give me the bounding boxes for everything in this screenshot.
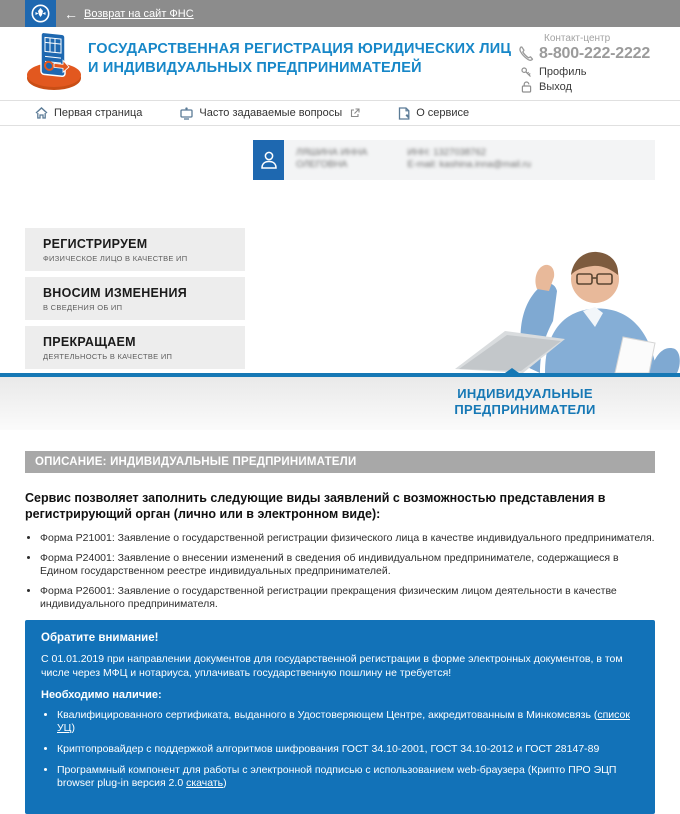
category-band — [0, 377, 680, 430]
action-terminate-button[interactable] — [25, 326, 245, 369]
uc-list-link[interactable]: список УЦ — [57, 709, 630, 734]
nav-label: Часто задаваемые вопросы — [199, 107, 343, 119]
action-menu — [25, 228, 245, 369]
form-item-r24001: • Форма Р24001: Заявление о внесении изменений в сведения об индивидуальном предпринимателе, содержащиеся в Едином государственном реестре индивидуальных предпринимателей. — [40, 552, 655, 578]
notice-title: Обратите внимание! — [41, 632, 159, 644]
user-details — [407, 147, 531, 180]
contact-block — [518, 33, 658, 93]
action-subtitle: ДЕЯТЕЛЬНОСТЬ В КАЧЕСТВЕ ИП — [43, 352, 173, 361]
notice-paragraph: С 01.01.2019 при направлении документов для государственной регистрации в форме электронных документов, в том числе через МФЦ и нотариуса, уплачивать государственную пошлину не требуется! — [41, 653, 623, 679]
person-icon — [260, 150, 278, 170]
key-icon — [521, 67, 532, 78]
requirement-item: • Криптопровайдер с поддержкой алгоритмов шифрования ГОСТ 34.10-2001, ГОСТ 34.10-2012 и ГОСТ 28147-89 — [57, 743, 639, 756]
section-intro: Сервис позволяет заполнить следующие виды заявлений с возможностью представления в регистрирующий орган (лично или в электронном виде): — [25, 491, 606, 521]
user-name: ЛЯШИНА ИННА ОЛЕГОВНА — [296, 147, 368, 170]
lock-icon — [521, 81, 532, 93]
profile-label: Профиль — [539, 66, 587, 78]
fns-emblem-icon — [31, 4, 50, 23]
nav-item-first-page[interactable] — [35, 107, 142, 119]
action-register-button[interactable] — [25, 228, 245, 271]
action-title: ПРЕКРАЩАЕМ — [43, 334, 136, 349]
entrepreneur-photo — [445, 241, 680, 373]
fns-logo-tile[interactable] — [25, 0, 56, 27]
service-title-line1: ГОСУДАРСТВЕННАЯ РЕГИСТРАЦИЯ ЮРИДИЧЕСКИХ ЛИЦ — [88, 41, 512, 57]
content-banner-zone — [0, 126, 680, 373]
service-title — [88, 40, 511, 78]
about-service-icon — [398, 107, 410, 120]
forms-list — [40, 532, 655, 611]
home-icon — [35, 107, 48, 119]
section-header: ОПИСАНИЕ: ИНДИВИДУАЛЬНЫЕ ПРЕДПРИНИМАТЕЛИ — [25, 451, 655, 473]
divider-notch — [505, 368, 519, 373]
notice-box — [25, 620, 655, 814]
user-avatar-tile — [253, 140, 284, 180]
topbar — [0, 0, 680, 27]
user-inn: ИНН: 1327038762 — [407, 147, 487, 158]
action-title: ВНОСИМ ИЗМЕНЕНИЯ — [43, 285, 187, 300]
caption-line1: ИНДИВИДУАЛЬНЫЕ — [457, 386, 593, 401]
action-title: РЕГИСТРИРУЕМ — [43, 236, 148, 251]
profile-link[interactable] — [521, 66, 658, 78]
notice-subtitle: Необходимо наличие: — [41, 689, 162, 701]
requirement-item: • Квалифицированного сертификата, выданного в Удостоверяющем Центре, аккредитованным в Минкомсвязь (список УЦ) — [57, 709, 639, 735]
category-caption — [425, 386, 625, 418]
faq-icon — [180, 107, 193, 120]
external-link-icon — [350, 108, 360, 118]
logout-link[interactable] — [521, 81, 658, 93]
nav-label: Первая страница — [54, 107, 143, 119]
user-panel — [253, 140, 655, 180]
requirements-list — [57, 709, 639, 790]
logout-label: Выход — [539, 81, 572, 93]
back-to-fns-link[interactable]: Возврат на сайт ФНС — [84, 7, 194, 20]
main-nav — [0, 100, 680, 126]
action-subtitle: ФИЗИЧЕСКОЕ ЛИЦО В КАЧЕСТВЕ ИП — [43, 254, 188, 263]
requirement-item: • Программный компонент для работы с электронной подписью с использованием web-браузера (Крипто ПРО ЭЦП browser plug-in версия 2.0 скачать) — [57, 764, 639, 790]
action-amend-button[interactable] — [25, 277, 245, 320]
contact-center-label: Контакт-центр — [544, 33, 611, 44]
contact-phone[interactable]: 8-800-222-2222 — [539, 45, 651, 62]
caption-line2: ПРЕДПРИНИМАТЕЛИ — [454, 402, 596, 417]
nav-item-about[interactable] — [398, 107, 469, 120]
nav-label: О сервисе — [416, 107, 470, 119]
back-arrow-icon: ← — [64, 5, 78, 22]
form-item-r21001: • Форма Р21001: Заявление о государственной регистрации физического лица в качестве индивидуального предпринимателя. — [40, 532, 655, 545]
service-title-line2: И ИНДИВИДУАЛЬНЫХ ПРЕДПРИНИМАТЕЛЕЙ — [88, 60, 422, 76]
form-item-r26001: • Форма Р26001: Заявление о государственной регистрации прекращения физическим лицом деятельности в качестве индивидуального предпринимателя. — [40, 585, 655, 611]
nav-item-faq[interactable] — [180, 107, 360, 120]
phone-icon — [518, 46, 534, 62]
user-email: E-mail: kashina.inna@mail.ru — [407, 159, 532, 170]
download-link[interactable]: скачать — [186, 777, 224, 789]
action-subtitle: В СВЕДЕНИЯ ОБ ИП — [43, 303, 123, 312]
service-logo — [25, 30, 85, 92]
header — [0, 27, 680, 100]
